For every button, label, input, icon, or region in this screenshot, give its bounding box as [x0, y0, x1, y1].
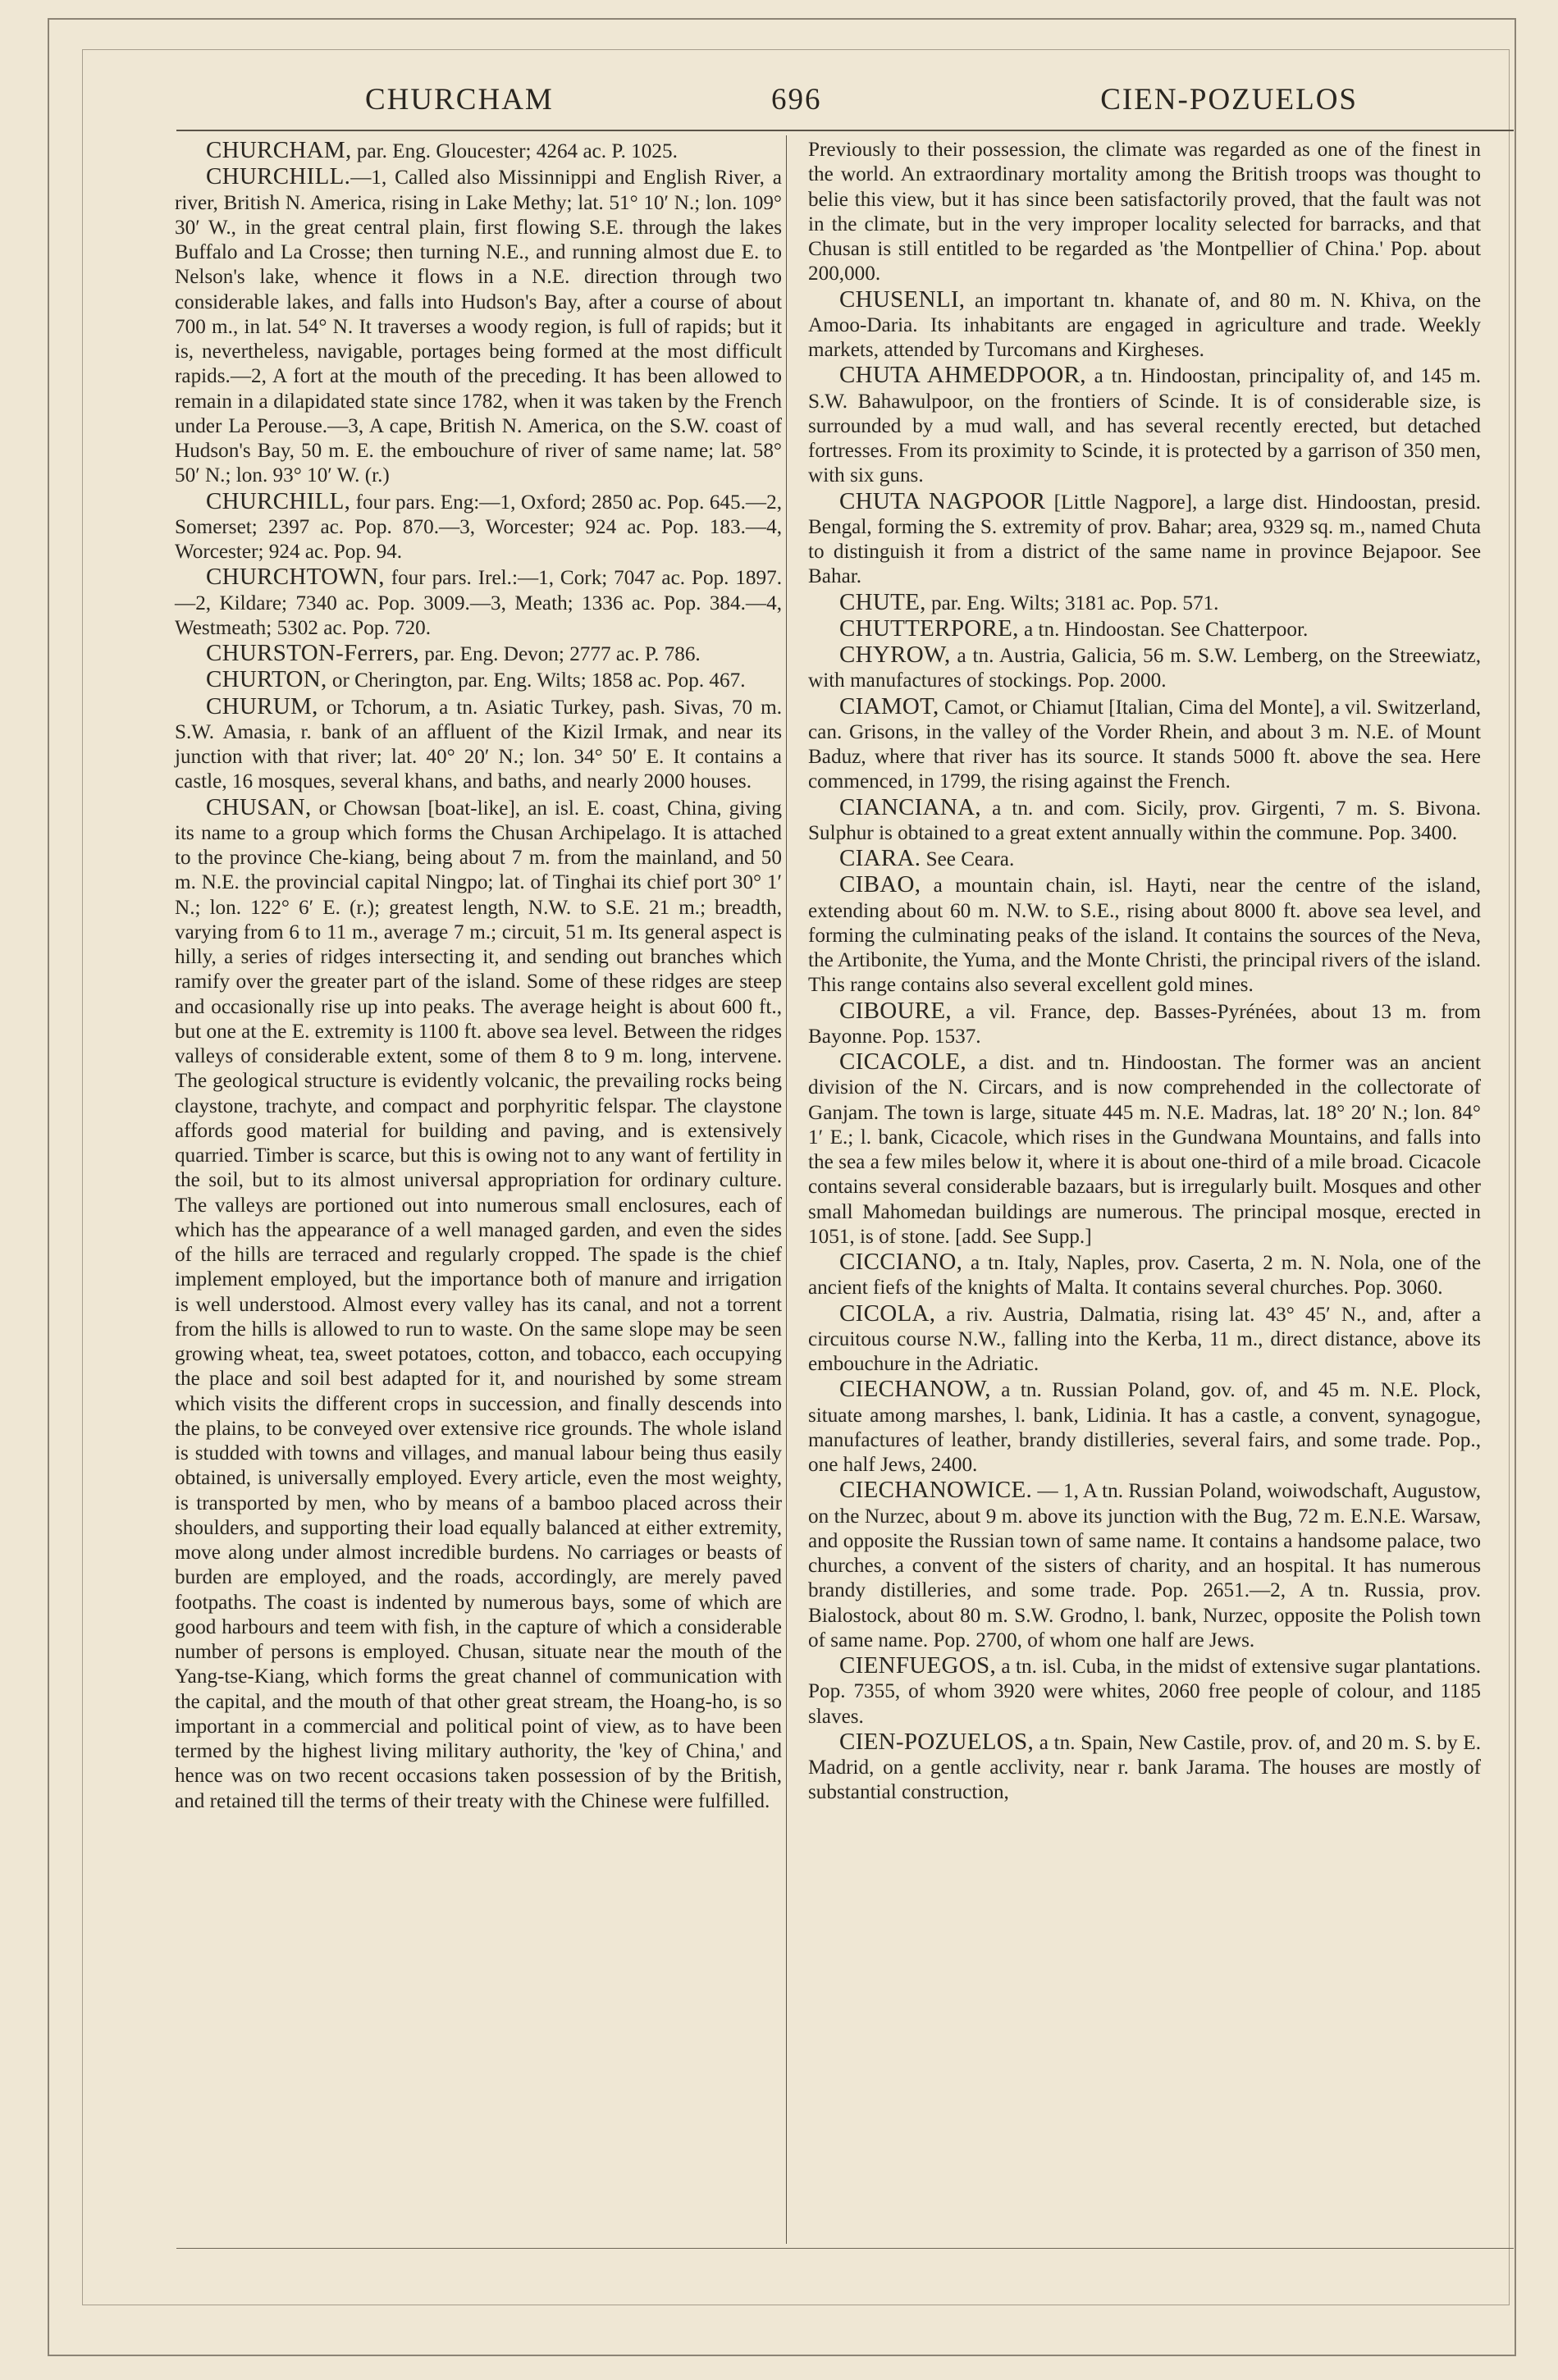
gazetteer-entry [808, 1653, 1481, 1729]
right-column [808, 138, 1481, 1806]
gazetteer-entry [808, 642, 1481, 694]
entry-headword: CHURCHAM, [206, 137, 352, 163]
entry-headword: CICOLA, [839, 1300, 936, 1327]
entry-headword: CHUTTERPORE, [839, 614, 1019, 642]
entry-text: a mountain chain, isl. Hayti, near the centre of the island, extending about 60 m. N.W. to S.E., rising about 8000 ft. above sea level, and forming the culminating peaks of the island. It contains the sources of the Neva, the Artibonite, the Yuma, and the Monte Christi, the principal rivers of the island. This range contains also several excellent gold mines. [808, 875, 1481, 997]
bottom-rule [176, 2248, 1514, 2249]
entry-text: a vil. France, dep. Basses-Pyrénées, about 13 m. from Bayonne. Pop. 1537. [808, 1000, 1481, 1048]
gazetteer-entry [808, 616, 1481, 642]
entry-text: — 1, A tn. Russian Poland, woiwodschaft, Augustow, on the Nurzec, about 9 m. above its junction with the Bug, 72 m. E.N.E. Warsaw, and opposite the Russian town of same name. It contains a handsome palace, two churches, a convent of the sisters of charity, and an hospital. It has numerous brandy distilleries, and some trade. Pop. 2651.—2, A tn. Russia, prov. Bialostock, about 80 m. S.W. Grodno, l. bank, Nurzec, opposite the Polish town of same name. Pop. 2700, of whom one half are Jews. [808, 1480, 1481, 1651]
gazetteer-entry [808, 846, 1481, 872]
gazetteer-entry [808, 1249, 1481, 1301]
entry-headword: CHUTE, [839, 588, 926, 615]
gazetteer-entry [808, 287, 1481, 363]
entry-text: a tn. Hindoostan. See Chatterpoor. [1018, 618, 1309, 641]
entry-text: Camot, or Chiamut [Italian, Cima del Monte], a vil. Switzerland, can. Grisons, in the valley of the Vorder Rhein, and about 3 m. N.E. of Mount Baduz, where that river has its source. It stands 5000 ft. above the sea. Here commenced, in 1799, the rising against the French. [808, 696, 1481, 793]
entry-text: par. Eng. Devon; 2777 ac. P. 786. [418, 643, 701, 665]
gazetteer-entry [808, 1049, 1481, 1249]
entry-headword: CHURCHILL, [206, 487, 351, 514]
gazetteer-entry [808, 1729, 1481, 1806]
gazetteer-entry [175, 641, 782, 667]
gazetteer-entry [808, 363, 1481, 488]
entry-headword: CHYROW, [839, 642, 951, 668]
entry-headword: CHUSENLI, [839, 286, 966, 313]
entry-headword: CIANCIANA, [839, 793, 981, 820]
entry-text: a tn. Hindoostan, principality of, and 145 m. S.W. Bahawulpoor, on the frontiers of Scinde. It is of considerable size, is surrounded by a mud wall, and has several recently erected, but detached fortresses. From its proximity to Scinde, it is protected by a garrison of 350 men, with six guns. [808, 365, 1481, 487]
gazetteer-entry [175, 164, 782, 488]
entry-text: a dist. and tn. Hindoostan. The former was an ancient division of the N. Circars, and is now comprehended in the collectorate of Ganjam. The town is large, situate 445 m. N.E. Madras, lat. 18° 20′ N.; lon. 84° 1′ E.; l. bank, Cicacole, which rises in the Gundwana Mountains, and falls into the sea a few miles below it, where it is about one-third of a mile broad. Cicacole contains several considerable bazaars, but is irregularly built. Mosques and other small Mahomedan buildings are numerous. The principal mosque, erected in 1051, is of stone. [add. See Supp.] [808, 1052, 1481, 1248]
left-column [175, 138, 782, 1814]
entry-headword: CIENFUEGOS, [839, 1652, 997, 1679]
gazetteer-entry [175, 564, 782, 641]
entry-text: a tn. Italy, Naples, prov. Caserta, 2 m. N. Nola, one of the ancient fiefs of the knights of Malta. It contains several churches. Pop. 3060. [808, 1252, 1481, 1300]
header-rule [176, 130, 1514, 131]
entry-headword: CIARA. [839, 845, 921, 871]
gazetteer-entry [808, 694, 1481, 795]
entry-text: or Cherington, par. Eng. Wilts; 1858 ac. Pop. 467. [327, 669, 746, 692]
entry-text: [Little Nagpore], a large dist. Hindoostan, presid. Bengal, forming the S. extremity of prov. Bahar; area, 9329 sq. m., named Chuta to distinguish it from a district of the same name in province Bejapoor. See Bahar. [808, 491, 1481, 588]
entry-headword: CHURUM, [206, 692, 318, 719]
header-last-entry: CIEN-POZUELOS [1100, 83, 1358, 116]
entry-text: par. Eng. Wilts; 3181 ac. Pop. 571. [925, 592, 1219, 614]
entry-text: or Tchorum, a tn. Asiatic Turkey, pash. Sivas, 70 m. S.W. Amasia, r. bank of an affluent of the Kizil Irmak, and near its junction with that river; lat. 40° 20′ N.; lon. 34° 50′ E. It contains a castle, 16 mosques, several khans, and baths, and nearly 2000 houses. [175, 696, 782, 793]
entry-text: an important tn. khanate of, and 80 m. N. Khiva, on the Amoo-Daria. Its inhabitants are engaged in agriculture and trade. Weekly markets, attended by Turcomans and Kirgheses. [808, 289, 1481, 361]
entry-headword: CIECHANOW, [839, 1376, 991, 1403]
gazetteer-entry [808, 138, 1481, 287]
gazetteer-entry [808, 872, 1481, 998]
entry-headword: CIBAO, [839, 871, 921, 898]
entry-text: See Ceara. [921, 848, 1015, 870]
entry-headword: CHURTON, [206, 666, 327, 693]
header-first-entry: CHURCHAM [365, 83, 554, 116]
entry-headword: CHURSTON-Ferrers, [206, 640, 419, 666]
entry-text: a tn. and com. Sicily, prov. Girgenti, 7 m. S. Bivona. Sulphur is obtained to a great extent annually within the commune. Pop. 3400. [808, 797, 1481, 844]
entry-headword: CICACOLE, [839, 1048, 966, 1075]
entry-text: or Chowsan [boat-like], an isl. E. coast, China, giving its name to a group which forms the Chusan Archipelago. It is attached to the province Che-kiang, being about 7 m. from the mainland, and 50 m. N.E. the provincial capital Ningpo; lat. of Tinghai its chief port 30° 1′ N.; lon. 122° 6′ E. (r.); greatest length, N.W. to S.E. 21 m.; breadth, varying from 6 to 11 m., average 7 m.; circuit, 51 m. Its general aspect is hilly, a series of ridges intersecting it, and sending out branches which ramify over the greater part of the island. Some of these ridges are steep and occasionally rise up into peaks. The average height is about 600 ft., but one at the E. extremity is 1100 ft. above sea level. Between the ridges valleys of considerable extent, some of them 8 to 9 m. long, intervene. The geological structure is evidently volcanic, the prevailing rocks being claystone, trachyte, and compact and porphyritic felspar. The claystone affords good material for building and paving, and is extensively quarried. Timber is scarce, but this is owing not to any want of fertility in the soil, but to its almost universal appropriation for ordinary culture. The valleys are portioned out into numerous small enclosures, each of which has the appearance of a well managed garden, and even the sides of the hills are terraced and regularly cropped. The spade is the chief implement employed, but the importance both of manure and irrigation is well understood. Almost every valley has its canal, and not a torrent from the hills is allowed to run to waste. On the same slope may be seen growing wheat, tea, sweet potatoes, cotton, and tobacco, each occupying the place and soil best adapted for it, and nourished by some stream which visits the different crops in succession, and finally descends into the plains, to be conveyed over extensive rice grounds. The whole island is studded with towns and villages, and manual labour being thus easily obtained, is universally employed. Every article, even the most weighty, is transported by men, who by means of a bamboo placed across their shoulders, and supporting their load equally balanced at either extremity, move along under almost incredible burdens. No carriages or beasts of burden are employed, and the roads, accordingly, are merely paved footpaths. The coast is indented by numerous bays, some of which are good harbours and teem with fish, in the capture of which a considerable number of persons is employed. Chusan, situate near the mouth of the Yang-tse-Kiang, which forms the great channel of communication with the capital, and the mouth of that other great stream, the Hoang-ho, is so important in a commercial and political point of view, as to have been termed by the highest living military authority, the 'key of China,' and hence was on two recent occasions taken possession of by the British, and retained till the terms of their treaty with the Chinese were fulfilled. [175, 797, 782, 1812]
gazetteer-entry [808, 590, 1481, 616]
entry-text: a tn. Austria, Galicia, 56 m. S.W. Lemberg, on the Streewiatz, with manufactures of stockings. Pop. 2000. [808, 645, 1481, 692]
running-header [176, 82, 1497, 131]
page-number: 696 [771, 83, 822, 116]
gazetteer-entry [808, 998, 1481, 1050]
gazetteer-entry [175, 694, 782, 795]
entry-text: —1, Called also Missinnippi and English River, a river, British N. America, rising in Lake Methy; lat. 51° 10′ N.; lon. 109° 30′ W., in the great central plain, first flowing S.E. through the lakes Buffalo and La Crosse; then turning N.E., and running almost due E. to Nelson's lake, whence it flows in a N.E. direction through two considerable lakes, and falls into Hudson's Bay, after a course of about 700 m., in lat. 54° N. It traverses a woody region, is full of rapids; but it is, nevertheless, navigable, portages being formed at the most difficult rapids.—2, A fort at the mouth of the preceding. It has been allowed to remain in a dilapidated state since 1782, when it was taken by the French under La Perouse.—3, A cape, British N. America, on the S.W. coast of Hudson's Bay, 50 m. E. the embouchure of river of same name; lat. 58° 50′ N.; lon. 93° 10′ W. (r.) [175, 167, 782, 487]
entry-headword: CHUTA NAGPOOR [839, 487, 1046, 514]
entry-headword: CHUSAN, [206, 793, 312, 820]
entry-headword: CHURCHTOWN, [206, 564, 385, 591]
column-divider [786, 135, 787, 2244]
gazetteer-entry [175, 795, 782, 1814]
entry-text: four pars. Irel.:—1, Cork; 7047 ac. Pop. 1897.—2, Kildare; 7340 ac. Pop. 3009.—3, Meath; 1336 ac. Pop. 384.—4, Westmeath; 5302 ac. Pop. 720. [175, 567, 782, 639]
entry-headword: CHUTA AHMEDPOOR, [839, 362, 1086, 389]
gazetteer-entry [808, 1301, 1481, 1377]
entry-text: a tn. isl. Cuba, in the midst of extensive sugar plantations. Pop. 7355, of whom 3920 were whites, 2060 free people of colour, and 1185 slaves. [808, 1656, 1481, 1728]
entry-headword: CIBOURE, [839, 997, 952, 1024]
gazetteer-entry [175, 138, 782, 164]
entry-headword: CIECHANOWICE. [839, 1477, 1033, 1504]
entry-text: Previously to their possession, the climate was regarded as one of the finest in the world. An extraordinary mortality among the British troops was thought to belie this view, but it has since been satisfactorily proved, that the fault was not in the climate, but in the very improper locality selected for barracks, and that Chusan is still entitled to be regarded as 'the Montpellier of China.' Pop. about 200,000. [808, 139, 1481, 286]
gazetteer-entry [808, 1478, 1481, 1653]
gazetteer-entry [175, 667, 782, 693]
entry-text: a riv. Austria, Dalmatia, rising lat. 43° 45′ N., and, after a circuitous course N.W., falling into the Kerba, 11 m., direct distance, above its embouchure in the Adriatic. [808, 1303, 1481, 1375]
gazetteer-entry [808, 1377, 1481, 1478]
entry-headword: CICCIANO, [839, 1249, 963, 1275]
entry-text: a tn. Russian Poland, gov. of, and 45 m. N.E. Plock, situate among marshes, l. bank, Lidinia. It has a castle, a convent, synagogue, manufactures of leather, brandy distilleries, several fairs, and some trade. Pop., one half Jews, 2400. [808, 1379, 1481, 1476]
gazetteer-entry [808, 489, 1481, 590]
entry-headword: CIEN-POZUELOS, [839, 1728, 1034, 1755]
gazetteer-entry [175, 489, 782, 565]
entry-headword: CHURCHILL. [206, 163, 351, 190]
gazetteer-entry [808, 795, 1481, 847]
entry-text: a tn. Spain, New Castile, prov. of, and 20 m. S. by E. Madrid, on a gentle acclivity, near r. bank Jarama. The houses are mostly of substantial construction, [808, 1731, 1481, 1804]
entry-headword: CIAMOT, [839, 692, 939, 719]
entry-text: par. Eng. Gloucester; 4264 ac. P. 1025. [351, 140, 678, 162]
entry-text: four pars. Eng:—1, Oxford; 2850 ac. Pop. 645.—2, Somerset; 2397 ac. Pop. 870.—3, Worcester; 924 ac. Pop. 183.—4, Worcester; 924 ac. Pop. 94. [175, 491, 782, 563]
